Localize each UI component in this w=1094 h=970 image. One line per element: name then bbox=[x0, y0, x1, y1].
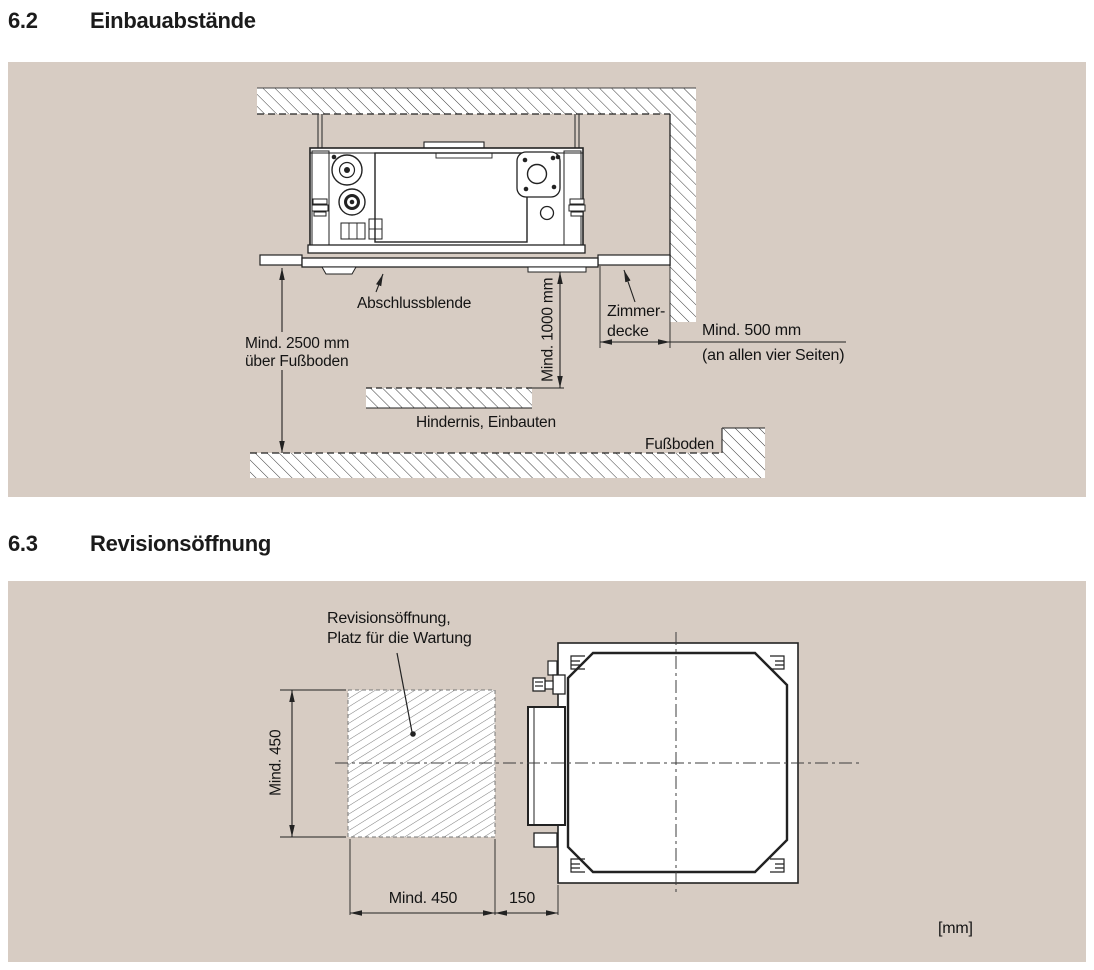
label-revision-opening: Revisionsöffnung, Platz für die Wartung bbox=[327, 610, 472, 647]
wall-hatch bbox=[670, 114, 696, 322]
electrical-box bbox=[528, 707, 565, 847]
section-header-63 bbox=[0, 531, 1094, 571]
clearance-diagram-panel bbox=[8, 62, 1086, 497]
section-number: 6.2 bbox=[8, 8, 38, 33]
label-min-below: Mind. 1000 mm bbox=[539, 277, 557, 382]
label-min-height: Mind. 2500 mm über Fußboden bbox=[245, 335, 350, 370]
inspection-opening-panel bbox=[8, 581, 1086, 962]
indoor-unit-side-view bbox=[308, 142, 585, 253]
obstacle-hatch bbox=[366, 388, 564, 408]
section-title: Einbauabstände bbox=[90, 8, 256, 33]
section-title: Revisionsöffnung bbox=[90, 531, 271, 556]
label-150: 150 bbox=[508, 890, 536, 907]
inspection-opening-diagram bbox=[8, 581, 1086, 962]
label-side-clearance-note: (an allen vier Seiten) bbox=[702, 347, 845, 364]
label-fussboden: Fußboden bbox=[644, 436, 714, 453]
ceiling-slab-hatch bbox=[257, 88, 696, 114]
label-units: [mm] bbox=[938, 920, 973, 937]
label-min-450-vertical: Mind. 450 bbox=[267, 729, 285, 796]
label-zimmerdecke: Zimmer- decke bbox=[607, 303, 666, 340]
leader-zimmerdecke bbox=[624, 270, 635, 302]
label-hindernis: Hindernis, Einbauten bbox=[416, 414, 556, 431]
label-min-450-bottom: Mind. 450 bbox=[388, 890, 458, 907]
section-number: 6.3 bbox=[8, 531, 38, 556]
label-side-clearance: Mind. 500 mm bbox=[702, 322, 801, 339]
leader-abschlussblende bbox=[376, 274, 383, 292]
section-header-62 bbox=[0, 8, 1094, 48]
label-abschlussblende: Abschlussblende bbox=[357, 295, 472, 312]
